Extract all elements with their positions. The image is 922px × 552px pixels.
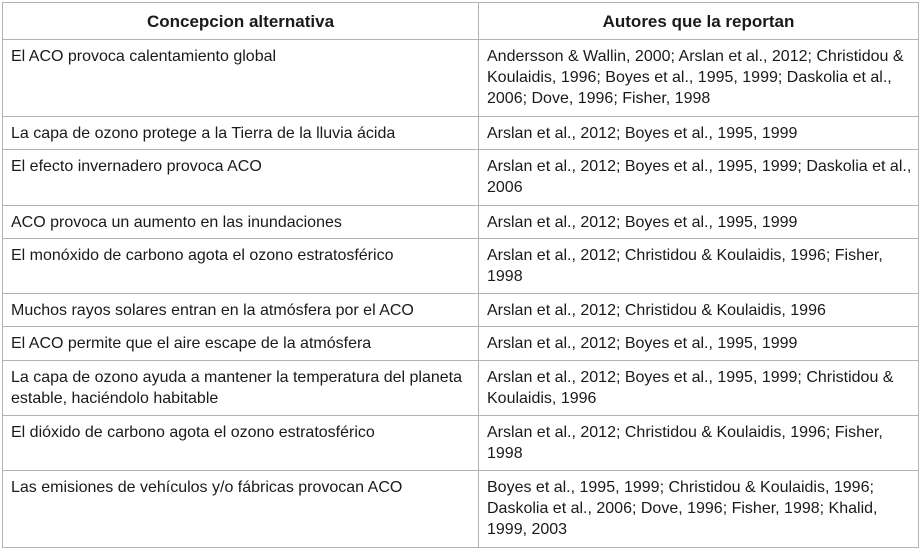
table-row	[3, 238, 919, 293]
table-row	[3, 470, 919, 547]
authors-cell: Arslan et al., 2012; Boyes et al., 1995, 1999; Christidou & Koulaidis, 1996	[479, 360, 919, 415]
table-row	[3, 415, 919, 470]
table-header-row	[3, 3, 919, 40]
authors-cell: Andersson & Wallin, 2000; Arslan et al., 2012; Christidou & Koulaidis, 1996; Boyes et al., 1995, 1999; Daskolia et al., 2006; Dove, 1996; Fisher, 1998	[479, 40, 919, 117]
authors-cell: Arslan et al., 2012; Christidou & Koulaidis, 1996; Fisher, 1998	[479, 415, 919, 470]
authors-cell: Arslan et al., 2012; Boyes et al., 1995, 1999	[479, 117, 919, 150]
authors-cell: Arslan et al., 2012; Christidou & Koulaidis, 1996; Fisher, 1998	[479, 238, 919, 293]
concept-cell: La capa de ozono protege a la Tierra de la lluvia ácida	[3, 117, 479, 150]
concept-cell: Las emisiones de vehículos y/o fábricas provocan ACO	[3, 470, 479, 547]
concept-cell: El monóxido de carbono agota el ozono estratosférico	[3, 238, 479, 293]
table-row	[3, 293, 919, 326]
table-row	[3, 40, 919, 117]
concept-cell: El ACO provoca calentamiento global	[3, 40, 479, 117]
table-row	[3, 360, 919, 415]
header-concept: Concepcion alternativa	[3, 3, 479, 40]
header-authors: Autores que la reportan	[479, 3, 919, 40]
concept-cell: Muchos rayos solares entran en la atmósfera por el ACO	[3, 293, 479, 326]
table-row	[3, 205, 919, 238]
concept-cell: El dióxido de carbono agota el ozono estratosférico	[3, 415, 479, 470]
concept-cell: ACO provoca un aumento en las inundaciones	[3, 205, 479, 238]
authors-cell: Arslan et al., 2012; Christidou & Koulaidis, 1996	[479, 293, 919, 326]
authors-cell: Arslan et al., 2012; Boyes et al., 1995, 1999	[479, 205, 919, 238]
authors-cell: Arslan et al., 2012; Boyes et al., 1995, 1999	[479, 327, 919, 360]
authors-cell: Boyes et al., 1995, 1999; Christidou & Koulaidis, 1996; Daskolia et al., 2006; Dove, 1996; Fisher, 1998; Khalid, 1999, 2003	[479, 470, 919, 547]
authors-cell: Arslan et al., 2012; Boyes et al., 1995, 1999; Daskolia et al., 2006	[479, 150, 919, 205]
concept-cell: El efecto invernadero provoca ACO	[3, 150, 479, 205]
misconceptions-table-container	[2, 2, 918, 548]
misconceptions-table	[2, 2, 919, 548]
table-row	[3, 327, 919, 360]
concept-cell: La capa de ozono ayuda a mantener la temperatura del planeta estable, haciéndolo habitable	[3, 360, 479, 415]
concept-cell: El ACO permite que el aire escape de la atmósfera	[3, 327, 479, 360]
table-row	[3, 150, 919, 205]
table-row	[3, 117, 919, 150]
